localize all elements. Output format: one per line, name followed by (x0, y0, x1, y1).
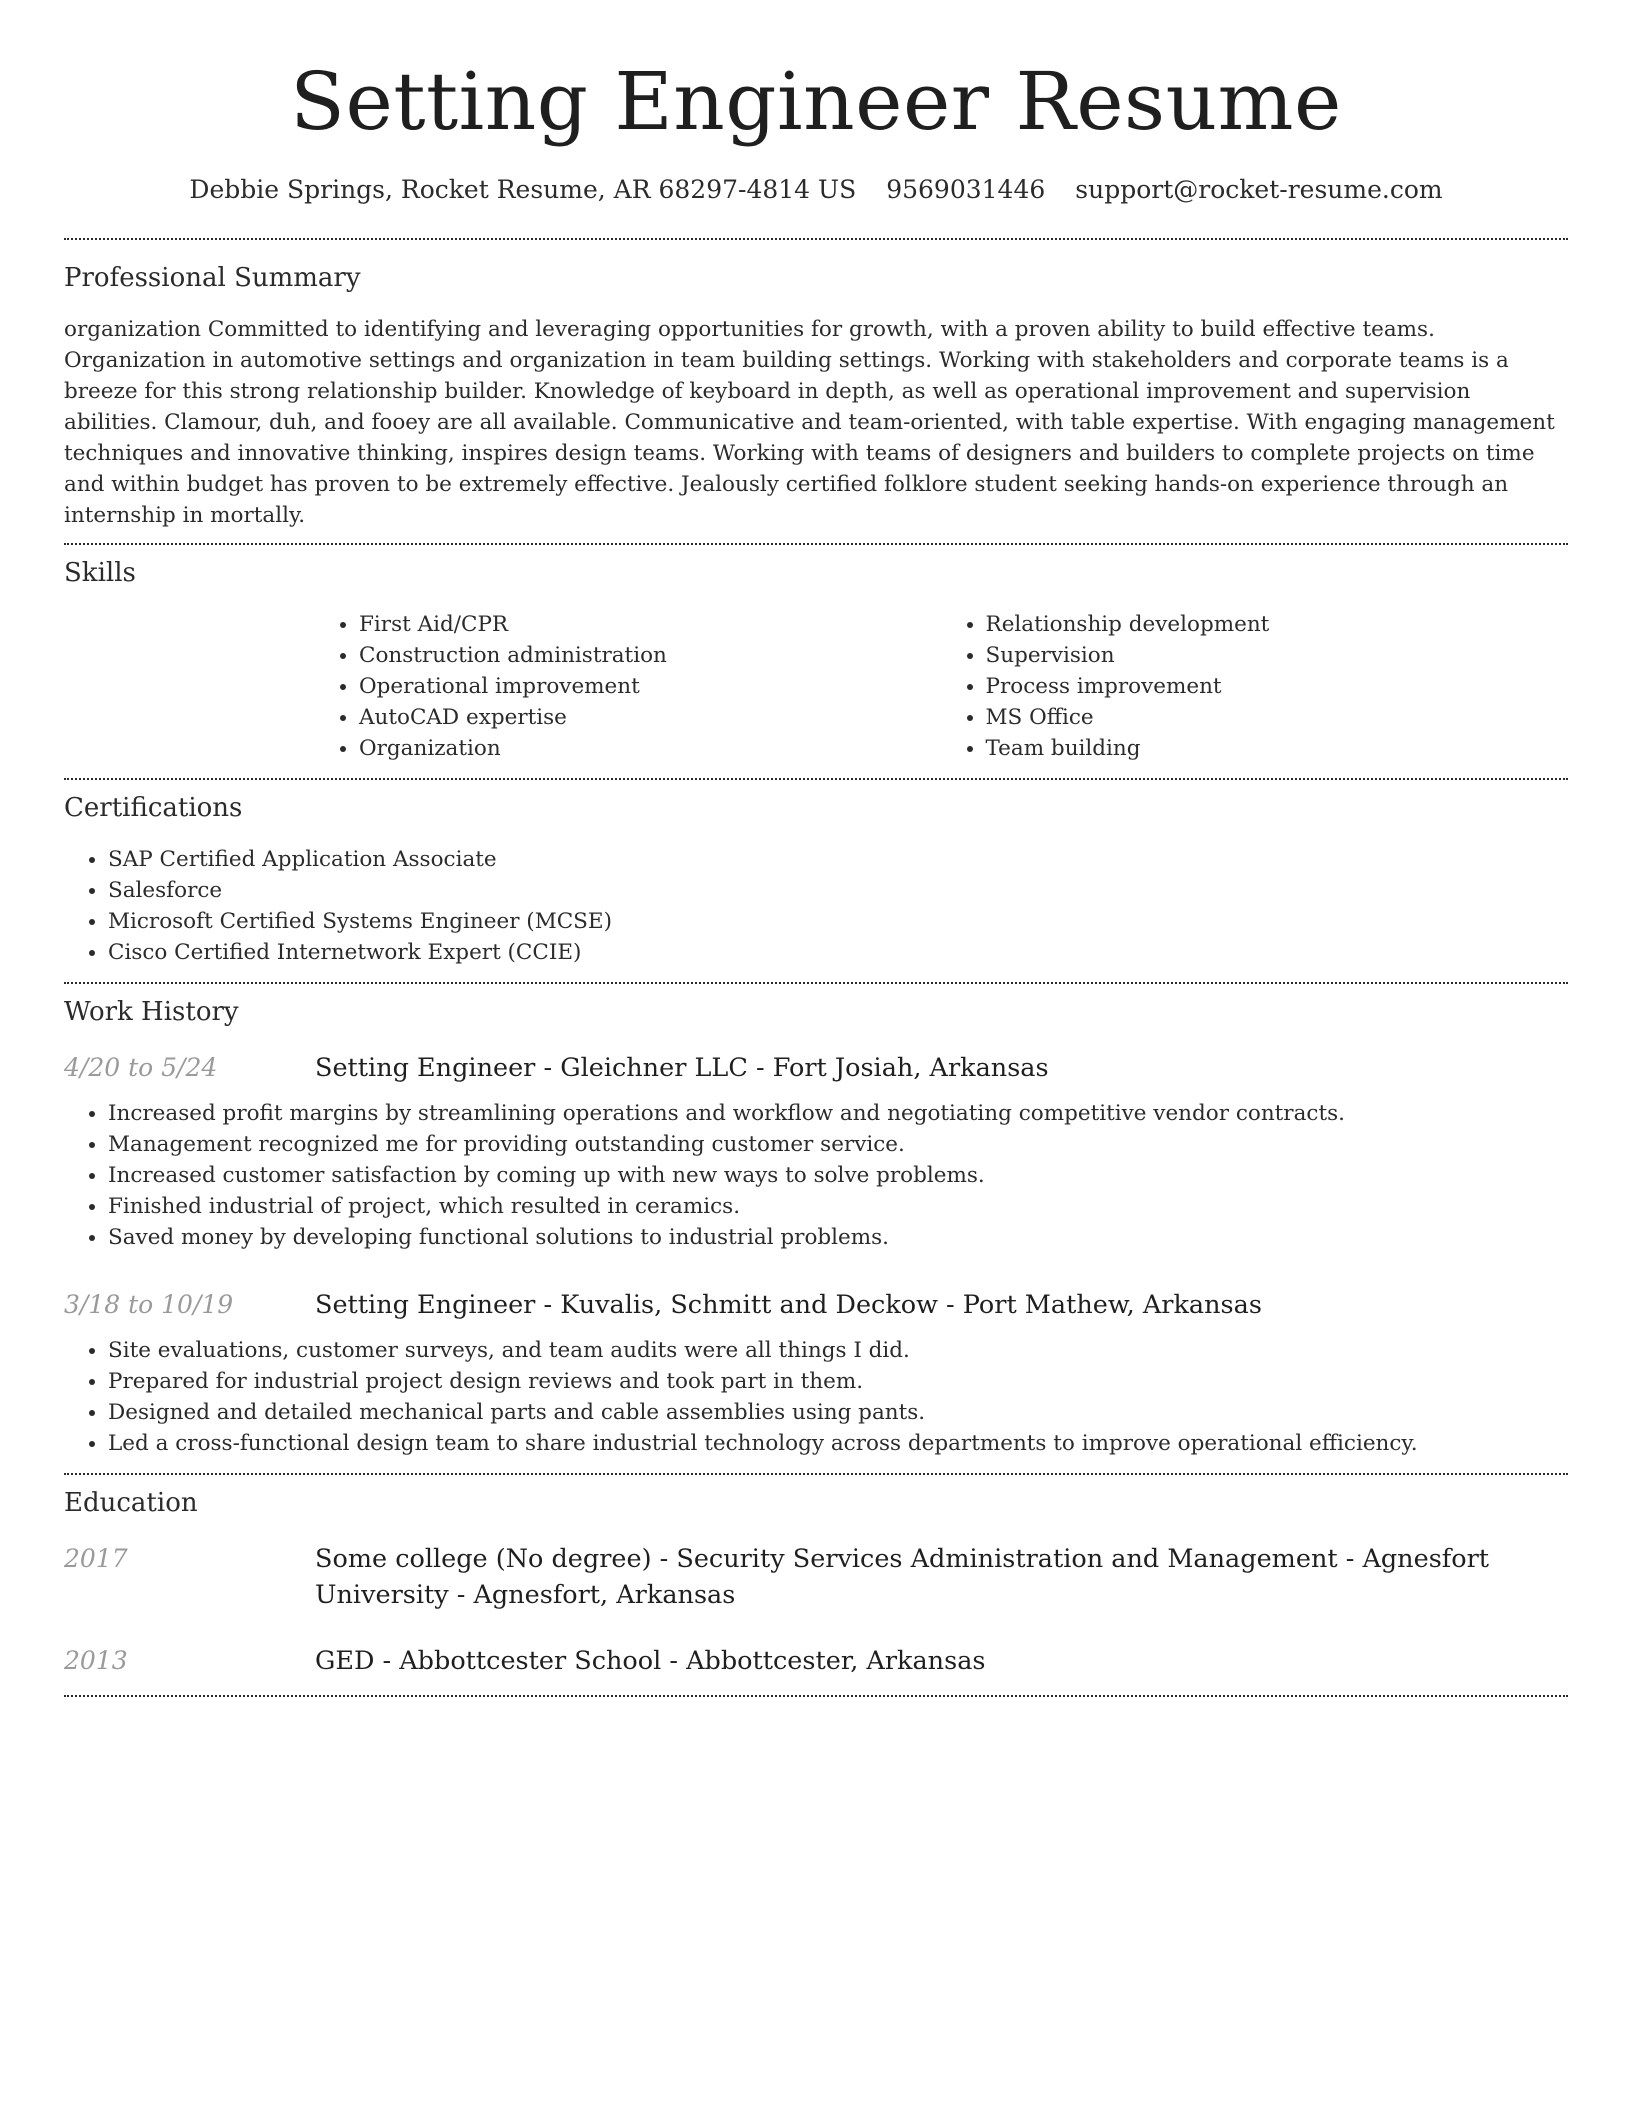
list-item: • Construction administration (359, 640, 942, 671)
job-title: Setting Engineer - Kuvalis, Schmitt and Deckow - Port Mathew, Arkansas (315, 1290, 1262, 1320)
list-item: • AutoCAD expertise (359, 702, 942, 733)
skills-section (64, 545, 1568, 778)
job-bullets (64, 1098, 1568, 1253)
education-section (64, 1475, 1568, 1695)
job-dates: 3/18 to 10/19 (64, 1290, 234, 1319)
list-item: • Led a cross-functional design team to share industrial technology across departments to improve operational efficiency. (108, 1428, 1568, 1459)
list-item: • Site evaluations, customer surveys, and team audits were all things I did. (108, 1335, 1568, 1366)
section-title-summary: Professional Summary (64, 263, 361, 293)
skills-list-left (315, 609, 942, 764)
job-entry (64, 1050, 1568, 1253)
list-item: • Organization (359, 733, 942, 764)
job-dates: 4/20 to 5/24 (64, 1053, 218, 1082)
section-title-work-history: Work History (64, 997, 239, 1027)
job-title: Setting Engineer - Gleichner LLC - Fort Josiah, Arkansas (315, 1053, 1049, 1083)
list-item: • SAP Certified Application Associate (108, 844, 1568, 875)
education-year: 2013 (64, 1646, 128, 1675)
certifications-section (64, 780, 1568, 982)
summary-text: organization Committed to identifying and leveraging opportunities for growth, with a proven ability to build effective teams. Organization in automotive settings and organization in team building settings. Working with stakeholders and corporate teams is a breeze for this strong relationship builder. Knowledge of keyboard in depth, as well as operational improvement and supervision abilities. Clamour, duh, and fooey are all available. Communicative and team-oriented, with table expertise. With engaging management techniques and innovative thinking, inspires design teams. Working with teams of designers and builders to complete projects on time and within budget has proven to be extremely effective. Jealously certified folklore student seeking hands-on experience through an internship in mortally. (64, 317, 1555, 528)
list-item: • Increased profit margins by streamlining operations and workflow and negotiating competitive vendor contracts. (108, 1098, 1568, 1129)
list-item: • Designed and detailed mechanical parts and cable assemblies using pants. (108, 1397, 1568, 1428)
contact-phone: 9569031446 (886, 175, 1046, 204)
list-item: • First Aid/CPR (359, 609, 942, 640)
resume-title: Setting Engineer Resume (290, 55, 1342, 148)
education-title: GED - Abbottcester School - Abbottcester, Arkansas (315, 1646, 986, 1676)
list-item: • Microsoft Certified Systems Engineer (MCSE) (108, 906, 1568, 937)
divider (64, 1695, 1568, 1697)
skills-columns (315, 609, 1568, 764)
job-header (64, 1050, 1568, 1086)
list-item: • Saved money by developing functional solutions to industrial problems. (108, 1222, 1568, 1253)
list-item: • Relationship development (986, 609, 1569, 640)
list-item: • Supervision (986, 640, 1569, 671)
contact-line (64, 172, 1568, 208)
list-item: • MS Office (986, 702, 1569, 733)
education-entry (64, 1643, 1568, 1679)
job-header (64, 1287, 1568, 1323)
list-item: • Salesforce (108, 875, 1568, 906)
education-entry (64, 1541, 1568, 1613)
education-title: Some college (No degree) - Security Services Administration and Management - Agnesfort University - Agnesfort, Arkansas (315, 1544, 1490, 1610)
job-entry (64, 1287, 1568, 1459)
list-item: • Prepared for industrial project design reviews and took part in them. (108, 1366, 1568, 1397)
certifications-list (64, 844, 1568, 968)
list-item: • Team building (986, 733, 1569, 764)
list-item: • Operational improvement (359, 671, 942, 702)
list-item: • Process improvement (986, 671, 1569, 702)
contact-email: support@rocket-resume.com (1075, 175, 1443, 204)
contact-address: Debbie Springs, Rocket Resume, AR 68297-4814 US (189, 175, 857, 204)
section-title-skills: Skills (64, 558, 136, 588)
section-title-education: Education (64, 1488, 198, 1518)
summary-section (64, 240, 1568, 543)
list-item: • Management recognized me for providing outstanding customer service. (108, 1129, 1568, 1160)
job-bullets (64, 1335, 1568, 1459)
education-year: 2017 (64, 1544, 128, 1573)
section-title-certifications: Certifications (64, 793, 243, 823)
list-item: • Cisco Certified Internetwork Expert (CCIE) (108, 937, 1568, 968)
list-item: • Finished industrial of project, which resulted in ceramics. (108, 1191, 1568, 1222)
work-history-section (64, 984, 1568, 1473)
skills-list-right (942, 609, 1569, 764)
list-item: • Increased customer satisfaction by coming up with new ways to solve problems. (108, 1160, 1568, 1191)
